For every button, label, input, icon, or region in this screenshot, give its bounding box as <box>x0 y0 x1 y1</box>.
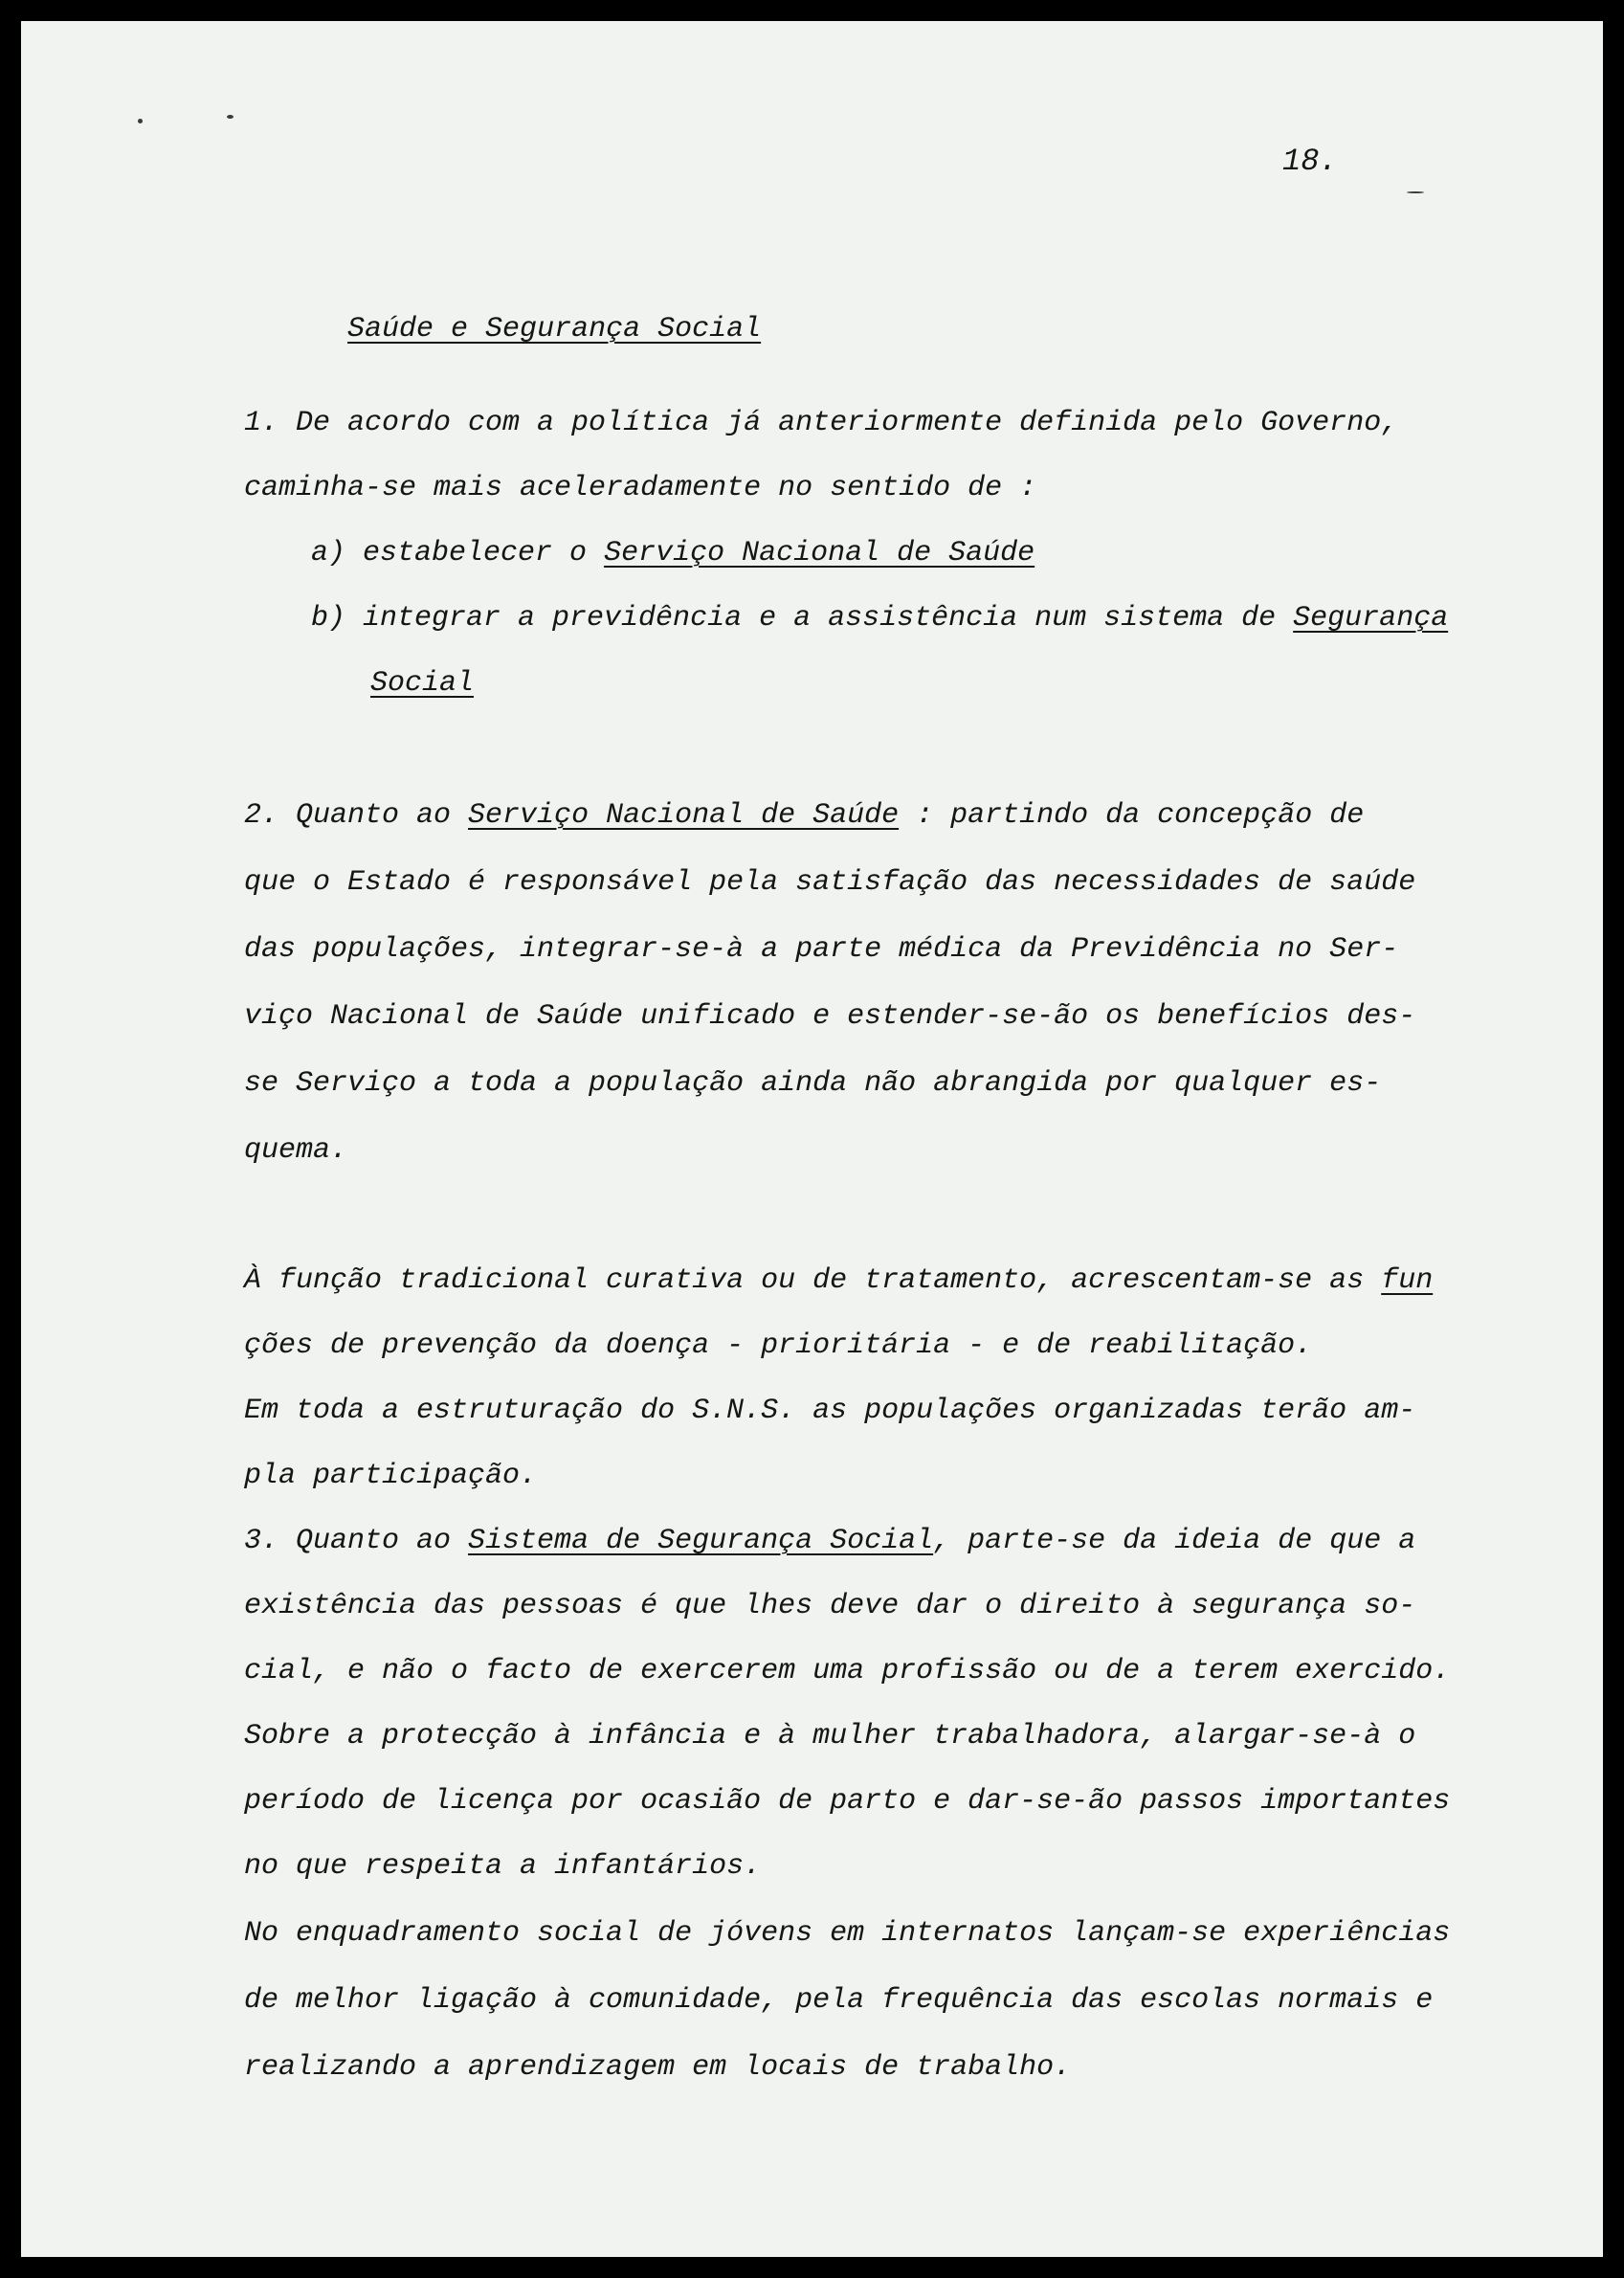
list-item-a: a) estabelecer o Serviço Nacional de Saúde <box>311 537 1035 570</box>
paragraph-line: realizando a aprendizagem em locais de trabalho. <box>244 2051 1072 2084</box>
paragraph-line: cial, e não o facto de exercerem uma profissão ou de a terem exercido. <box>244 1655 1451 1687</box>
list-item-b-continuation: Social <box>370 667 475 700</box>
list-item-b: b) integrar a previdência e a assistência num sistema de Segurança <box>311 602 1449 635</box>
paragraph-line: que o Estado é responsável pela satisfação das necessidades de saúde <box>244 866 1416 899</box>
paragraph-line: 1. De acordo com a política já anteriormente definida pelo Governo, <box>244 407 1399 439</box>
paragraph-line: se Serviço a toda a população ainda não abrangida por qualquer es- <box>244 1067 1382 1100</box>
paragraph-line: 2. Quanto ao Serviço Nacional de Saúde : partindo da concepção de <box>244 799 1365 832</box>
document-body <box>244 21 1584 2084</box>
document-page <box>21 21 1603 2257</box>
ink-speck <box>138 119 143 123</box>
paragraph-line: quema. <box>244 1134 348 1167</box>
section-heading: Saúde e Segurança Social <box>347 313 762 346</box>
paragraph-line: período de licença por ocasião de parto e dar-se-ão passos importantes <box>244 1785 1451 1818</box>
paragraph-line: pla participação. <box>244 1460 538 1492</box>
ink-speck <box>227 115 234 119</box>
paragraph-line: caminha-se mais aceleradamente no sentido de : <box>244 472 1037 504</box>
paragraph-line: No enquadramento social de jóvens em internatos lançam-se experiências <box>244 1917 1451 1950</box>
paragraph-line: no que respeita a infantários. <box>244 1850 762 1883</box>
page-number: 18. <box>1282 144 1338 179</box>
paragraph-line: de melhor ligação à comunidade, pela frequência das escolas normais e <box>244 1984 1434 2017</box>
paragraph-line: À função tradicional curativa ou de tratamento, acrescentam-se as fun <box>244 1264 1434 1297</box>
paragraph-line: existência das pessoas é que lhes deve dar o direito à segurança so- <box>244 1590 1416 1622</box>
paragraph-line: Em toda a estruturação do S.N.S. as populações organizadas terão am- <box>244 1395 1416 1427</box>
paragraph-line: das populações, integrar-se-à a parte médica da Previdência no Ser- <box>244 933 1399 966</box>
paragraph-line: 3. Quanto ao Sistema de Segurança Social, parte-se da ideia de que a <box>244 1525 1416 1557</box>
paragraph-line: viço Nacional de Saúde unificado e estender-se-ão os benefícios des- <box>244 1000 1416 1033</box>
paragraph-line: ções de prevenção da doença - prioritária - e de reabilitação. <box>244 1329 1313 1362</box>
paragraph-line: Sobre a protecção à infância e à mulher trabalhadora, alargar-se-à o <box>244 1720 1416 1753</box>
